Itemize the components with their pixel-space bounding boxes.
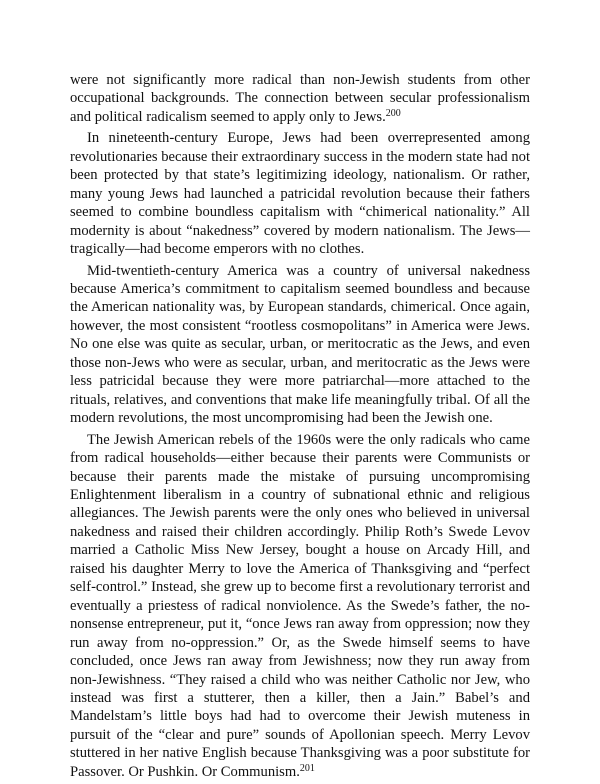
paragraph-1 xyxy=(70,71,530,126)
footnote-ref-201[interactable]: 201 xyxy=(299,762,315,774)
paragraph-3 xyxy=(70,262,530,428)
paragraph-4 xyxy=(70,431,530,782)
footnote-ref-200[interactable]: 200 xyxy=(385,107,401,119)
paragraph-3-text: Mid-twentieth-century America was a country of universal nakedness because America’s commitment to capitalism seemed boundless and because the American nationality was, by European standards, chimerical. Once again, however, the most consistent “rootless cosmopolitans” in America were Jews. No one else was quite as secular, urban, or meritocratic as the Jews, and even those non-Jews who were as secular, urban, and meritocratic as the Jews were less patricidal because they were more patriarchal—more attached to the rituals, relatives, and conventions that make life meaningfully tribal. Of all the modern revolutions, the most uncompromising had been the Jewish one. xyxy=(70,262,530,427)
paragraph-2 xyxy=(70,129,530,258)
page-body xyxy=(70,71,530,784)
paragraph-4-text: The Jewish American rebels of the 1960s were the only radicals who came from radical households—either because their parents were Communists or because their parents made the mistake of pursuing uncompromising Enlightenment liberalism in a country of subnational ethnic and religious allegiances. The Jewish parents were the only ones who believed in universal nakedness and raised their children accordingly. Philip Roth’s Swede Levov married a Catholic Miss New Jersey, bought a house on Arcady Hill, and raised his daughter Merry to love the America of Thanksgiving and “perfect self-control.” Instead, she grew up to become first a revolutionary terrorist and eventually a priestess of radical nonviolence. As the Swede’s father, the no-nonsense entrepreneur, put it, “once Jews ran away from oppression; now they run away from no-oppression.” Or, as the Swede himself seems to have concluded, once Jews ran away from Jewishness; now they run away from non-Jewishness. “They raised a child who was neither Catholic nor Jew, who instead was first a stutterer, then a killer, then a Jain.” Babel’s and Mandelstam’s little boys had had to overcome their Jewish muteness in pursuit of the “clear and pure” sounds of Apollonian speech. Merry Levov stuttered in her native English because Thanksgiving was a poor substitute for Passover. Or Pushkin. Or Communism. xyxy=(70,431,530,780)
paragraph-2-text: In nineteenth-century Europe, Jews had been overrepresented among revolutionaries because their extraordinary success in the modern state had not been protected by that state’s legitimizing ideology, nationalism. Or rather, many young Jews had launched a patricidal revolution because their fathers seemed to combine boundless capitalism with “chimerical nationality.” All modernity is about “nakedness” covered by modern nationalism. The Jews—tragically—had become emperors with no clothes. xyxy=(70,130,530,258)
paragraph-1-text: were not significantly more radical than non-Jewish students from other occupational backgrounds. The connection between secular professionalism and political radicalism seemed to apply only to Jews. xyxy=(70,72,530,125)
